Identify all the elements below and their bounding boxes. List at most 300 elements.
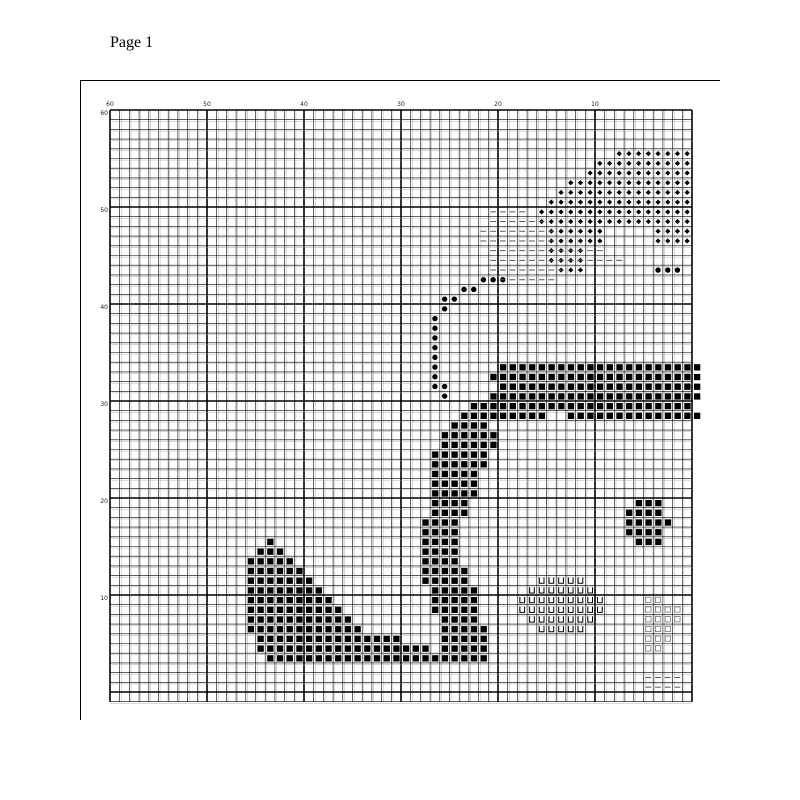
stitch-diamond [675,190,680,195]
stitch-diamond [655,180,660,185]
stitch-solid-square [694,413,700,419]
stitch-diamond [665,238,670,243]
stitch-solid-square [607,384,613,390]
stitch-solid-square [452,529,458,535]
stitch-diamond [655,170,660,175]
stitch-diamond [685,161,690,166]
stitch-open-square [655,626,660,631]
stitch-solid-square [432,578,438,584]
stitch-solid-square [277,636,283,642]
stitch-open-u [559,597,564,603]
stitch-solid-square [568,384,574,390]
stitch-solid-square [258,549,264,555]
stitch-solid-square [306,646,312,652]
stitch-solid-square [539,413,545,419]
stitch-open-u [530,607,535,613]
stitch-open-u [559,587,564,593]
stitch-open-u [559,626,564,632]
stitch-diamond [617,209,622,214]
stitch-solid-square [549,364,555,370]
stitch-diamond [626,151,631,156]
stitch-open-square [646,636,651,641]
stitch-solid-square [490,442,496,448]
stitch-solid-square [655,403,661,409]
stitch-solid-square [481,626,487,632]
stitch-solid-square [549,403,555,409]
stitch-diamond [646,190,651,195]
stitch-diamond [617,219,622,224]
stitch-solid-square [267,646,273,652]
stitch-diamond [665,180,670,185]
stitch-open-u [568,607,573,613]
stitch-diamond [665,161,670,166]
stitch-solid-square [597,374,603,380]
stitch-solid-square [655,510,661,516]
stitch-solid-square [636,529,642,535]
stitch-solid-square [335,607,341,613]
stitch-solid-square [345,655,351,661]
stitch-diamond [539,209,544,214]
stitch-diamond [578,219,583,224]
stitch-solid-square [277,549,283,555]
stitch-solid-square [510,374,516,380]
stitch-solid-square [442,500,448,506]
stitch-solid-square [665,384,671,390]
stitch-open-u [598,607,603,613]
stitch-open-square [665,617,670,622]
stitch-solid-square [646,500,652,506]
stitch-solid-square [277,626,283,632]
stitch-solid-square [432,587,438,593]
stitch-solid-square [636,403,642,409]
stitch-diamond [568,238,573,243]
stitch-solid-square [258,568,264,574]
stitch-solid-square [287,587,293,593]
stitch-diamond [646,180,651,185]
stitch-diamond [685,219,690,224]
stitch-solid-square [296,578,302,584]
stitch-diamond [685,238,690,243]
stitch-diamond [636,170,641,175]
stitch-diamond [597,180,602,185]
stitch-solid-square [597,364,603,370]
stitch-diamond [578,190,583,195]
stitch-diamond [588,209,593,214]
stitch-diamond [646,219,651,224]
stitch-diamond [636,190,641,195]
stitch-solid-square [694,384,700,390]
stitch-solid-square [558,393,564,399]
stitch-solid-square [442,587,448,593]
stitch-solid-square [452,510,458,516]
stitch-diamond [655,238,660,243]
page-title: Page 1 [110,34,154,51]
stitch-solid-square [578,393,584,399]
stitch-solid-square [442,646,448,652]
stitch-solid-square [646,529,652,535]
stitch-solid-square [432,519,438,525]
stitch-solid-square [481,452,487,458]
stitch-diamond [675,180,680,185]
stitch-solid-square [684,413,690,419]
stitch-solid-square [345,636,351,642]
stitch-solid-square [287,655,293,661]
stitch-solid-square [646,413,652,419]
stitch-solid-square [607,413,613,419]
stitch-solid-square [461,422,467,428]
stitch-diamond [626,161,631,166]
stitch-solid-square [461,481,467,487]
stitch-solid-square [471,646,477,652]
stitch-solid-square [355,655,361,661]
stitch-solid-square [258,626,264,632]
stitch-solid-square [587,374,593,380]
stitch-solid-square [306,578,312,584]
stitch-filled-circle [432,374,437,379]
stitch-solid-square [287,626,293,632]
stitch-open-u [539,578,544,584]
stitch-solid-square [626,393,632,399]
stitch-open-u [578,587,583,593]
stitch-diamond [607,161,612,166]
stitch-solid-square [364,636,370,642]
stitch-solid-square [267,587,273,593]
stitch-solid-square [519,374,525,380]
stitch-diamond [685,190,690,195]
stitch-solid-square [306,587,312,593]
stitch-filled-circle [432,355,437,360]
stitch-solid-square [316,626,322,632]
stitch-solid-square [277,597,283,603]
stitch-solid-square [461,568,467,574]
stitch-solid-square [675,364,681,370]
stitch-diamond [665,200,670,205]
stitch-solid-square [481,403,487,409]
stitch-solid-square [568,364,574,370]
stitch-solid-square [675,393,681,399]
stitch-solid-square [471,490,477,496]
stitch-solid-square [452,655,458,661]
stitch-solid-square [345,646,351,652]
stitch-solid-square [432,510,438,516]
stitch-solid-square [287,597,293,603]
stitch-solid-square [558,403,564,409]
stitch-solid-square [442,636,448,642]
stitch-solid-square [636,510,642,516]
stitch-solid-square [258,558,264,564]
stitch-solid-square [694,364,700,370]
stitch-solid-square [558,374,564,380]
stitch-open-u [549,607,554,613]
stitch-solid-square [665,374,671,380]
stitch-solid-square [442,616,448,622]
stitch-solid-square [306,597,312,603]
stitch-diamond [646,200,651,205]
stitch-solid-square [452,519,458,525]
stitch-open-u [549,597,554,603]
stitch-solid-square [296,655,302,661]
stitch-open-square [646,607,651,612]
stitch-solid-square [587,384,593,390]
stitch-solid-square [471,481,477,487]
stitch-solid-square [539,393,545,399]
stitch-filled-circle [490,277,495,282]
stitch-diamond [685,170,690,175]
stitch-diamond [578,267,583,272]
stitch-solid-square [422,646,428,652]
stitch-diamond [607,180,612,185]
stitch-diamond [597,209,602,214]
stitch-solid-square [694,393,700,399]
stitch-diamond [626,219,631,224]
stitch-solid-square [471,587,477,593]
stitch-solid-square [296,636,302,642]
stitch-solid-square [461,597,467,603]
stitch-open-u [578,597,583,603]
stitch-solid-square [665,413,671,419]
stitch-diamond [617,151,622,156]
stitch-solid-square [422,549,428,555]
stitch-diamond [626,190,631,195]
stitch-solid-square [568,413,574,419]
stitch-solid-square [335,626,341,632]
stitch-solid-square [626,403,632,409]
stitch-filled-circle [442,296,447,301]
stitch-solid-square [345,626,351,632]
stitch-open-u [578,626,583,632]
stitch-solid-square [364,646,370,652]
stitch-solid-square [519,393,525,399]
stitch-solid-square [442,626,448,632]
stitch-solid-square [306,655,312,661]
stitch-solid-square [452,452,458,458]
stitch-solid-square [452,481,458,487]
stitch-solid-square [432,461,438,467]
stitch-solid-square [248,578,254,584]
stitch-solid-square [481,413,487,419]
stitch-open-u [559,578,564,584]
stitch-open-u [549,626,554,632]
stitch-solid-square [442,490,448,496]
stitch-solid-square [452,442,458,448]
stitch-solid-square [452,549,458,555]
stitch-solid-square [558,384,564,390]
stitch-solid-square [587,364,593,370]
stitch-solid-square [461,461,467,467]
stitch-open-u [530,587,535,593]
stitch-solid-square [510,393,516,399]
stitch-solid-square [616,393,622,399]
stitch-solid-square [529,384,535,390]
stitch-diamond [597,200,602,205]
stitch-solid-square [529,403,535,409]
stitch-diamond [597,229,602,234]
stitch-solid-square [442,442,448,448]
row-label: 50 [100,207,108,214]
stitch-open-u [588,616,593,622]
stitch-solid-square [665,364,671,370]
stitch-diamond [646,209,651,214]
stitch-solid-square [646,510,652,516]
stitch-open-u [549,578,554,584]
stitch-solid-square [296,646,302,652]
stitch-solid-square [335,655,341,661]
stitch-solid-square [549,374,555,380]
stitch-solid-square [616,413,622,419]
stitch-filled-circle [471,287,476,292]
stitch-open-square [655,636,660,641]
stitch-solid-square [684,384,690,390]
stitch-solid-square [646,403,652,409]
stitch-solid-square [287,607,293,613]
stitch-solid-square [384,636,390,642]
stitch-solid-square [500,384,506,390]
stitch-solid-square [267,539,273,545]
stitch-solid-square [626,529,632,535]
column-label: 10 [591,101,599,108]
stitch-diamond [636,180,641,185]
stitch-solid-square [452,422,458,428]
stitch-solid-square [335,636,341,642]
stitch-solid-square [248,616,254,622]
stitch-solid-square [316,607,322,613]
stitch-solid-square [277,578,283,584]
stitch-solid-square [277,616,283,622]
stitch-diamond [665,151,670,156]
stitch-diamond [675,219,680,224]
stitch-solid-square [471,471,477,477]
stitch-solid-square [510,384,516,390]
stitch-solid-square [452,490,458,496]
stitch-solid-square [529,413,535,419]
stitch-solid-square [461,413,467,419]
stitch-solid-square [471,597,477,603]
stitch-open-square [655,617,660,622]
stitch-solid-square [432,568,438,574]
stitch-solid-square [393,646,399,652]
stitch-solid-square [442,655,448,661]
stitch-solid-square [461,500,467,506]
column-label: 30 [397,101,405,108]
stitch-solid-square [587,413,593,419]
stitch-solid-square [636,393,642,399]
stitch-diamond [607,200,612,205]
stitch-solid-square [267,549,273,555]
stitch-diamond [626,209,631,214]
stitch-diamond [588,190,593,195]
stitch-solid-square [335,646,341,652]
stitch-diamond [568,200,573,205]
stitch-solid-square [432,529,438,535]
stitch-solid-square [471,432,477,438]
stitch-solid-square [422,539,428,545]
stitch-solid-square [258,636,264,642]
row-label: 60 [100,110,108,117]
stitch-solid-square [258,597,264,603]
stitch-filled-circle [432,364,437,369]
stitch-solid-square [461,471,467,477]
stitch-diamond [626,170,631,175]
stitch-solid-square [442,529,448,535]
stitch-solid-square [616,403,622,409]
stitch-open-u [520,597,525,603]
stitch-solid-square [481,432,487,438]
stitch-solid-square [461,636,467,642]
stitch-solid-square [510,403,516,409]
stitch-diamond [549,219,554,224]
stitch-open-u [568,626,573,632]
stitch-solid-square [481,636,487,642]
stitch-open-u [549,587,554,593]
stitch-diamond [675,161,680,166]
stitch-diamond [655,219,660,224]
stitch-solid-square [452,578,458,584]
stitch-solid-square [636,384,642,390]
stitch-solid-square [461,432,467,438]
stitch-solid-square [287,646,293,652]
stitch-solid-square [296,568,302,574]
stitch-solid-square [655,374,661,380]
stitch-solid-square [490,403,496,409]
stitch-solid-square [646,519,652,525]
stitch-solid-square [267,578,273,584]
stitch-solid-square [529,374,535,380]
stitch-open-u [598,597,603,603]
stitch-open-u [588,587,593,593]
stitch-open-u [530,597,535,603]
stitch-solid-square [432,471,438,477]
stitch-filled-circle [432,326,437,331]
stitch-open-u [539,597,544,603]
stitch-solid-square [471,655,477,661]
stitch-solid-square [432,607,438,613]
stitch-diamond [607,209,612,214]
stitch-diamond [626,180,631,185]
stitch-diamond [558,209,563,214]
stitch-solid-square [461,607,467,613]
stitch-diamond [675,200,680,205]
stitch-solid-square [500,393,506,399]
stitch-solid-square [287,558,293,564]
stitch-open-square [646,626,651,631]
stitch-open-u [568,597,573,603]
row-label: 20 [100,498,108,505]
stitch-solid-square [471,461,477,467]
stitch-solid-square [452,432,458,438]
stitch-diamond [675,170,680,175]
stitch-solid-square [316,655,322,661]
stitch-solid-square [607,403,613,409]
stitch-solid-square [607,393,613,399]
stitch-solid-square [568,374,574,380]
stitch-solid-square [481,422,487,428]
stitch-solid-square [452,646,458,652]
stitch-solid-square [655,500,661,506]
stitch-diamond [655,229,660,234]
stitch-filled-circle [442,384,447,389]
stitch-solid-square [452,626,458,632]
stitch-solid-square [432,597,438,603]
stitch-diamond [675,229,680,234]
stitch-diamond [636,161,641,166]
stitch-solid-square [442,481,448,487]
stitch-solid-square [490,432,496,438]
stitch-solid-square [539,364,545,370]
stitch-diamond [665,190,670,195]
stitch-solid-square [355,636,361,642]
stitch-diamond [655,209,660,214]
stitch-filled-circle [655,267,660,272]
